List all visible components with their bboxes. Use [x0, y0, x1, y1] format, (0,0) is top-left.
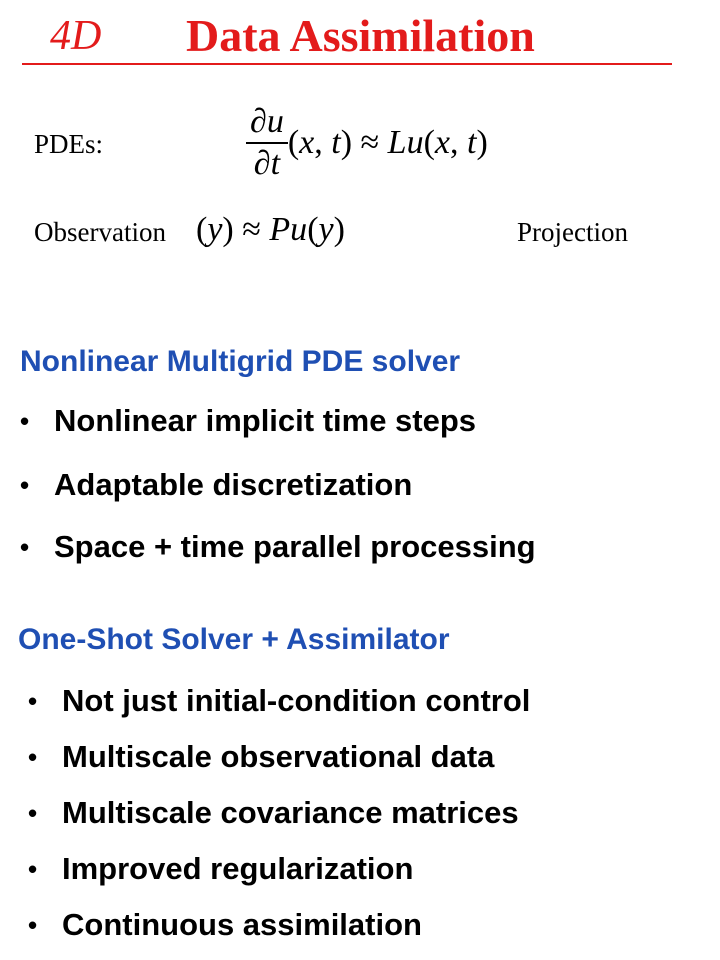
- bullet-dot-icon: •: [20, 406, 30, 436]
- projection-label: Projection: [517, 217, 628, 247]
- pde-equation: $\frac{\partial u}{\partial t}$ (x, t) ≈ Lu(x, t): [246, 104, 488, 182]
- observation-label: Observation: [34, 217, 166, 247]
- partial-derivative-fraction: $\frac{\partial u}{\partial t}$: [246, 104, 288, 182]
- bullet-dot-icon: •: [28, 742, 38, 772]
- observation-equation: (y) ≈ Pu(y): [196, 211, 345, 248]
- bullet-dot-icon: •: [28, 854, 38, 884]
- pdes-label: PDEs:: [34, 129, 104, 159]
- bullet-dot-icon: •: [28, 798, 38, 828]
- section-heading-solver: Nonlinear Multigrid PDE solver: [20, 345, 461, 378]
- bullet-dot-icon: •: [20, 532, 30, 562]
- title-underline: [22, 63, 672, 65]
- bullet-dot-icon: •: [20, 470, 30, 500]
- bullet-dot-icon: •: [28, 910, 38, 940]
- section-heading-assimilator: One-Shot Solver + Assimilator: [18, 623, 450, 656]
- bullet-dot-icon: •: [28, 686, 38, 716]
- page-title: Data Assimilation: [186, 10, 535, 61]
- title-4d: 4D: [50, 13, 102, 59]
